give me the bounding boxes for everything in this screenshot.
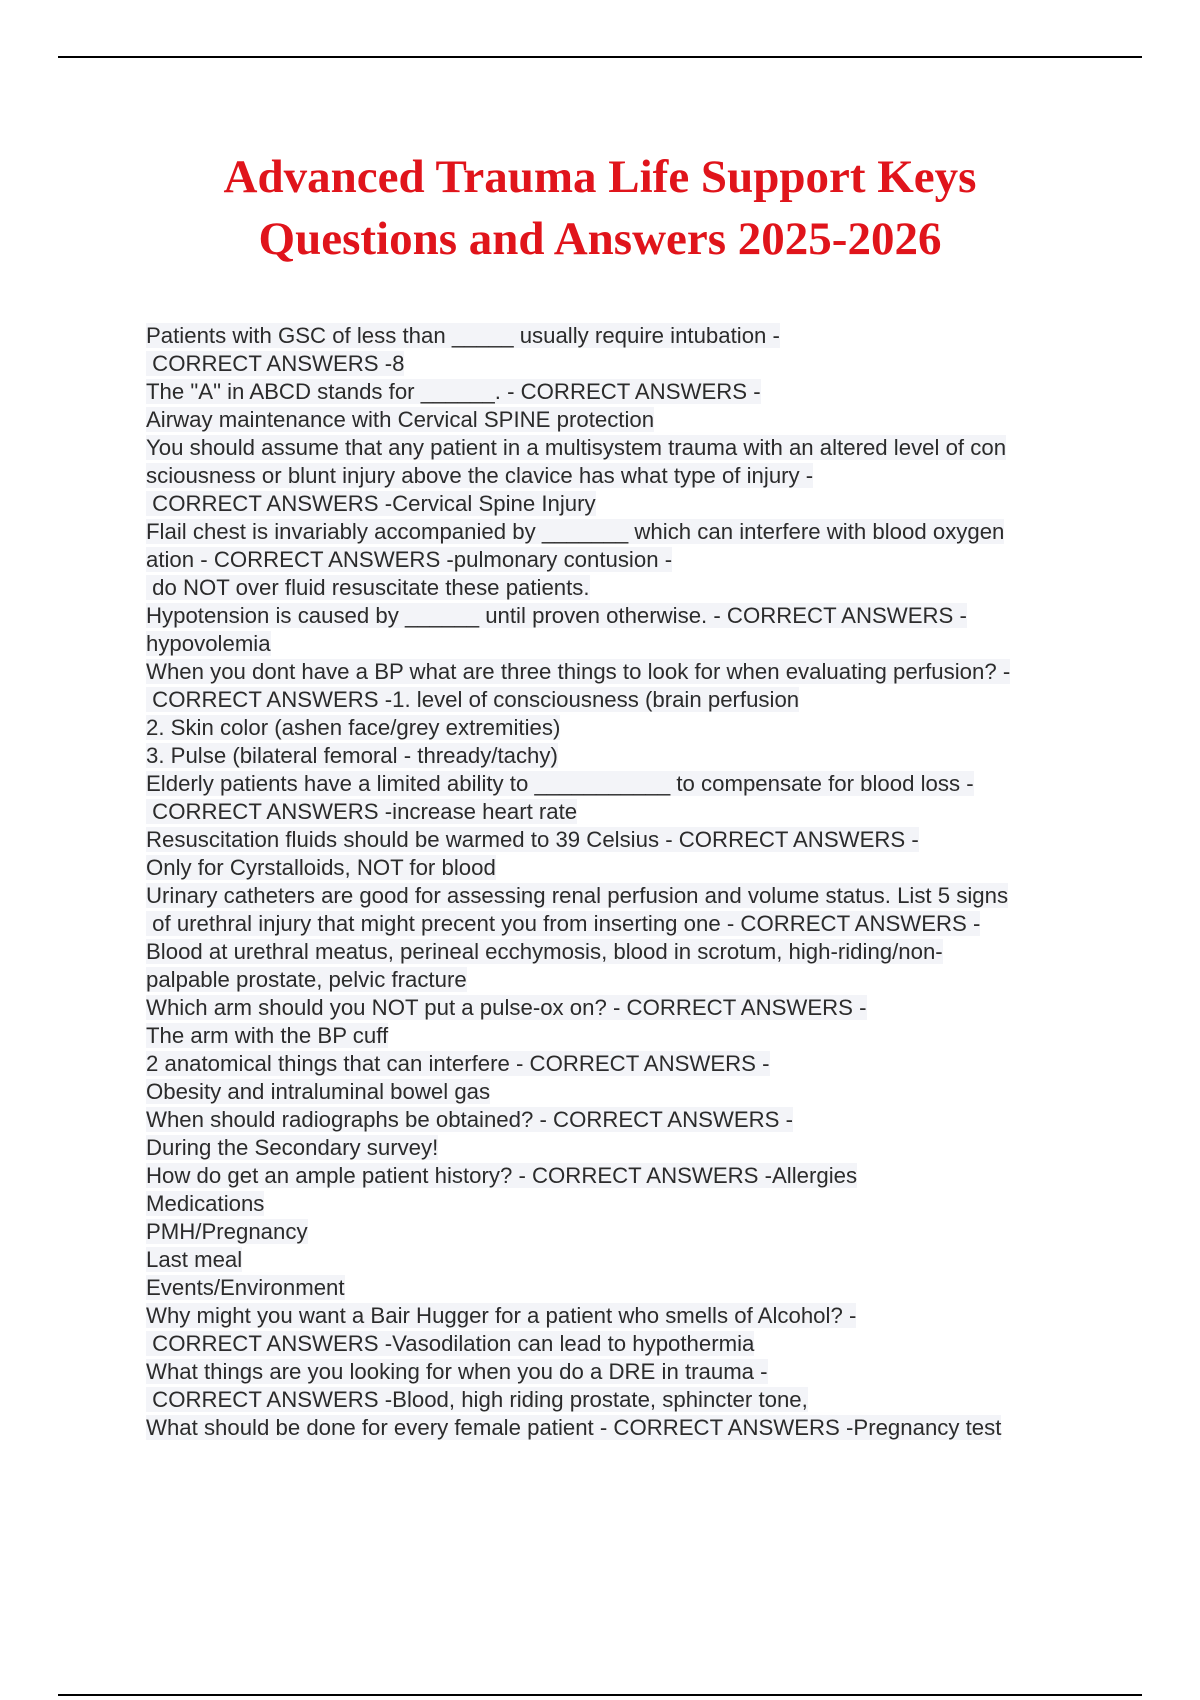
qa-line-text: Which arm should you NOT put a pulse-ox on? - CORRECT ANSWERS - [146, 995, 867, 1020]
qa-line-text: palpable prostate, pelvic fracture [146, 967, 467, 992]
qa-line [146, 630, 1106, 658]
qa-body [146, 322, 1106, 1442]
qa-line [146, 574, 1106, 602]
qa-line-text: hypovolemia [146, 631, 271, 656]
qa-line-text: What things are you looking for when you do a DRE in trauma - [146, 1359, 768, 1384]
qa-line [146, 966, 1106, 994]
qa-line [146, 826, 1106, 854]
qa-line [146, 742, 1106, 770]
qa-line-text: 2. Skin color (ashen face/grey extremities) [146, 715, 561, 740]
qa-line [146, 1106, 1106, 1134]
qa-line [146, 1386, 1106, 1414]
qa-line [146, 1050, 1106, 1078]
qa-line-text: 3. Pulse (bilateral femoral - thready/tachy) [146, 743, 558, 768]
qa-line-text: Obesity and intraluminal bowel gas [146, 1079, 491, 1104]
qa-line [146, 1330, 1106, 1358]
qa-line-text: Patients with GSC of less than _____ usually require intubation - [146, 323, 780, 348]
qa-line-text: CORRECT ANSWERS -Blood, high riding prostate, sphincter tone, [146, 1387, 808, 1412]
qa-line [146, 1190, 1106, 1218]
qa-line [146, 518, 1106, 546]
qa-line [146, 714, 1106, 742]
qa-line-text: When should radiographs be obtained? - CORRECT ANSWERS - [146, 1107, 794, 1132]
bottom-rule [58, 1694, 1142, 1696]
qa-line [146, 602, 1106, 630]
qa-line [146, 1022, 1106, 1050]
qa-line [146, 910, 1106, 938]
qa-line-text: Only for Cyrstalloids, NOT for blood [146, 855, 496, 880]
qa-line [146, 686, 1106, 714]
qa-line-text: PMH/Pregnancy [146, 1219, 308, 1244]
qa-line [146, 854, 1106, 882]
qa-line [146, 882, 1106, 910]
qa-line [146, 462, 1106, 490]
qa-line-text: CORRECT ANSWERS -8 [146, 351, 405, 376]
qa-line-text: CORRECT ANSWERS -Cervical Spine Injury [146, 491, 596, 516]
qa-line-text: of urethral injury that might precent you from inserting one - CORRECT ANSWERS - [146, 911, 981, 936]
qa-line [146, 1218, 1106, 1246]
top-rule [58, 56, 1142, 58]
qa-line-text: ation - CORRECT ANSWERS -pulmonary contusion - [146, 547, 673, 572]
qa-line-text: CORRECT ANSWERS -1. level of consciousness (brain perfusion [146, 687, 800, 712]
qa-line-text: When you dont have a BP what are three things to look for when evaluating perfusion? - [146, 659, 1011, 684]
qa-line-text: Airway maintenance with Cervical SPINE protection [146, 407, 655, 432]
qa-line-text: During the Secondary survey! [146, 1135, 439, 1160]
qa-line [146, 406, 1106, 434]
qa-line [146, 1358, 1106, 1386]
qa-line-text: CORRECT ANSWERS -increase heart rate [146, 799, 578, 824]
qa-line [146, 546, 1106, 574]
qa-line [146, 798, 1106, 826]
qa-line-text: What should be done for every female patient - CORRECT ANSWERS -Pregnancy test [146, 1415, 1002, 1440]
qa-line [146, 1302, 1106, 1330]
qa-line-text: Events/Environment [146, 1275, 345, 1300]
qa-line [146, 1246, 1106, 1274]
qa-line-text: CORRECT ANSWERS -Vasodilation can lead to hypothermia [146, 1331, 755, 1356]
qa-line [146, 1134, 1106, 1162]
qa-line-text: Medications [146, 1191, 265, 1216]
qa-line-text: You should assume that any patient in a multisystem trauma with an altered level of con [146, 435, 1007, 460]
qa-line-text: Last meal [146, 1247, 243, 1272]
qa-line [146, 434, 1106, 462]
qa-line-text: Why might you want a Bair Hugger for a patient who smells of Alcohol? - [146, 1303, 857, 1328]
document-title [60, 146, 1140, 270]
qa-line [146, 658, 1106, 686]
qa-line [146, 350, 1106, 378]
qa-line [146, 1078, 1106, 1106]
qa-line [146, 322, 1106, 350]
qa-line-text: The arm with the BP cuff [146, 1023, 389, 1048]
qa-line-text: 2 anatomical things that can interfere - CORRECT ANSWERS - [146, 1051, 770, 1076]
qa-line [146, 1162, 1106, 1190]
qa-line [146, 1414, 1106, 1442]
qa-line [146, 994, 1106, 1022]
title-line-1: Advanced Trauma Life Support Keys [223, 151, 977, 203]
qa-line-text: Urinary catheters are good for assessing renal perfusion and volume status. List 5 signs [146, 883, 1009, 908]
qa-line [146, 378, 1106, 406]
title-line-2: Questions and Answers 2025-2026 [258, 213, 942, 265]
qa-line [146, 770, 1106, 798]
qa-line-text: Blood at urethral meatus, perineal ecchymosis, blood in scrotum, high-riding/non- [146, 939, 943, 964]
qa-line-text: sciousness or blunt injury above the clavice has what type of injury - [146, 463, 814, 488]
qa-line-text: Flail chest is invariably accompanied by _______ which can interfere with blood oxygen [146, 519, 1005, 544]
qa-line-text: Hypotension is caused by ______ until proven otherwise. - CORRECT ANSWERS - [146, 603, 967, 628]
qa-line-text: The "A" in ABCD stands for ______. - CORRECT ANSWERS - [146, 379, 761, 404]
qa-line-text: How do get an ample patient history? - CORRECT ANSWERS -Allergies [146, 1163, 858, 1188]
qa-line [146, 938, 1106, 966]
qa-line-text: Elderly patients have a limited ability to ___________ to compensate for blood loss - [146, 771, 974, 796]
qa-line [146, 1274, 1106, 1302]
qa-line [146, 490, 1106, 518]
qa-line-text: do NOT over fluid resuscitate these patients. [146, 575, 590, 600]
qa-line-text: Resuscitation fluids should be warmed to 39 Celsius - CORRECT ANSWERS - [146, 827, 919, 852]
